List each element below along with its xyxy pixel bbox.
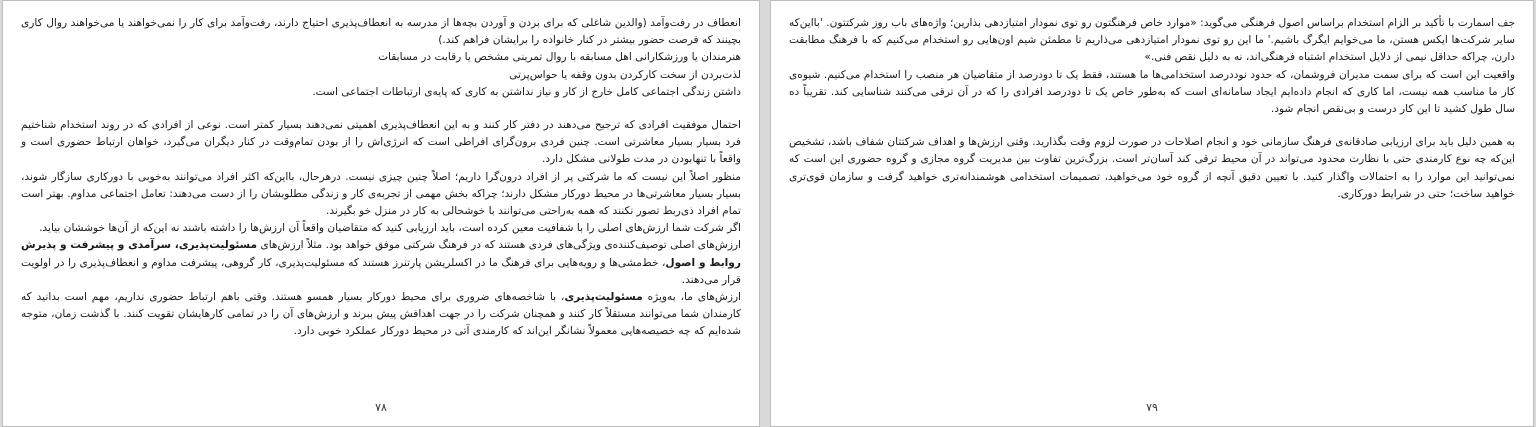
paragraph: اگر شرکت شما ارزش‌های اصلی را با شفافیت معین کرده است، باید ارزیابی کنید که متقاضیان واقعاً آن ارزش‌ها را داشته باشند نه این‌که از آن‌ها خوششان بیاید.	[39, 222, 741, 235]
paragraph-gap	[21, 101, 741, 117]
text-run: ارزش‌های اصلی توصیف‌کننده‌ی ویژگی‌های فردی هستند که در فرهنگ شرکتی موفق خواهد بود. مثلاً ارزش‌های	[257, 239, 742, 252]
paragraph: واقعیت این است که برای سمت مدیران فروشمان، که حدود نوددرصد استخدامی‌ها ما هستند، فقط یک تا دودرصد از متقاضیان هر منصب را استخدام می‌کنیم. شیوه‌ی کار ما مناسب همه نیست، اما کاری که انجام داده‌ایم ایجاد سامانه‌ای است که به‌طور خاص یک تا دودرصد افرادی را که در آن ترقی می‌کنند شناسایی کند. تقریباً ده سال طول کشید تا این کار درست و بی‌نقص انجام شود.	[789, 68, 1515, 116]
paragraph-core-values	[21, 237, 741, 289]
paragraph: جف اسمارت با تأکید بر الزام استخدام براساس اصول فرهنگی می‌گوید: «موارد خاص فرهنگتون رو توی نمودار امتیازدهی بذارین؛ واژه‌های باب روز شرکتتون. 'بااین‌که سایر شرکت‌ها ایکس هستن، ما می‌خوایم ایگرگ باشیم.' ما این رو توی نمودار امتیازدهی می‌ذاریم تا مطمئن شیم اون‌هایی رو استخدام می‌کنیم که با فرهنگ مطابقت دارن، چراکه حداقل نیمی از دلایل استخدام اشتباه فرهنگی‌اند، نه به دلیل نقص فنی.»	[789, 17, 1515, 64]
paragraph: هنرمندان یا ورزشکارانی اهل مسابقه با روال تمرینی مشخص یا رقابت در مسابقات	[378, 51, 741, 64]
paragraph: لذت‌بردن از سخت کارکردن بدون وقفه یا حواس‌پرتی	[509, 68, 741, 81]
paragraph: داشتن زندگی اجتماعی کامل خارج از کار و نیاز نداشتن به کاری که پایه‌ی ارتباطات اجتماعی است.	[312, 85, 741, 98]
paragraph: به همین دلیل باید برای ارزیابی صادقانه‌ی فرهنگ سازمانی خود و انجام اصلاحات در صورت لزوم وقت بگذارید. وقتی ارزش‌ها و اهداف شرکتتان شفاف باشد، تشخیص این‌که چه نوع کارمندی حتی با نظارت محدود می‌تواند در آن محیط ترقی کند آسان‌تر است. بزرگ‌ترین تفاوت بین مدیریت گروه مجازی و گروه حضوری این است که نمی‌توانید این موارد را به احتمالات واگذار کنید. با تعیین دقیق آنچه از گروه خود می‌خواهید، تصمیمات استخدامی هوشمندانه‌تری خواهید گرفت و سازمان قوی‌تری خواهید ساخت؛ حتی در شرایط دورکاری.	[789, 136, 1515, 200]
page-left	[2, 0, 760, 427]
paragraph: منظور اصلاً این نیست که ما شرکتی پر از افراد درون‌گرا داریم؛ اصلاً چنین چیزی نیست. درهرحال، بااین‌که اکثر افراد می‌توانند به‌خوبی با دورکاری سازگار شوند، بسیار بسیار معاشرتی‌ها در محیط دورکار مشکل دارند؛ چراکه بخش مهمی از تجربه‌ی کار و زندگی مطلوبشان را از دست می‌دهند: تعامل اجتماعی مداوم. بهتر است تمام افراد ذی‌ربط تصور نکنند که همه به‌راحتی می‌توانند با خوشحالی به کار در منزل خو بگیرند.	[21, 170, 741, 218]
bold-responsibility: مسئولیت‌پذیری	[564, 291, 643, 304]
page-number: ۷۸	[375, 400, 387, 414]
bold-values: مسئولیت‌پذیری، سرآمدی و پیشرفت و پذیرش روابط و اصول	[21, 239, 741, 269]
text-run: ، خط‌مشی‌ها و رویه‌هایی برای فرهنگ ما در اکسلریشن پارتنرز هستند که مسئولیت‌پذیری، کار گروهی، پیشرفت مداوم و انعطاف‌پذیری را در اولویت قرار می‌دهند.	[21, 256, 741, 286]
text-run: ارزش‌های ما، به‌ویژه	[642, 291, 742, 304]
paragraph: احتمال موفقیت افرادی که ترجیح می‌دهند در دفتر کار کنند و به این انعطاف‌پذیری اهمیتی نمی‌دهند بسیار کمتر است. نوعی از افرادی که در روند استخدام شناختیم فرد بسیار بسیار معاشرتی است. چنین فردی برون‌گرای افراطی است که انرژی‌اش را از بودن تمام‌وقت در کنار دیگران می‌گیرد، خواهان ارتباط حضوری است و واقعاً با تنهابودن در مدت طولانی مشکل دارد.	[21, 119, 741, 166]
paragraph-responsibility	[21, 289, 741, 341]
page-number: ۷۹	[1146, 400, 1158, 414]
page-right	[770, 0, 1534, 427]
paragraph-gap	[789, 118, 1515, 134]
paragraph: انعطاف در رفت‌وآمد (والدین شاغلی که برای بردن و آوردن بچه‌ها از مدرسه به انعطاف‌پذیری احتیاج دارند، رفت‌وآمد برای کار را نمی‌خواهند یا می‌خواهند روال کاری بچینند که فرصت حضور بیشتر در کنار خانواده را برایشان فراهم کند.)	[21, 17, 741, 47]
text-run: ، با شاخصه‌های ضروری برای محیط دورکار بسیار همسو هستند. وقتی باهم ارتباط حضوری نداریم، مهم است بدانید که کارمندان شما می‌توانند مستقلاً کار کنند و همچنان شرکت را در جهت اهدافش پیش ببرند و ارزش‌های آن را در تمامی کارهایشان تقویت کنند. با گذشت زمان، متوجه شده‌ایم که چه خصیصه‌هایی معمولاً نشانگر این‌اند که کارمندی آتی در محیط دورکار عملکرد خوبی دارد.	[21, 291, 741, 338]
